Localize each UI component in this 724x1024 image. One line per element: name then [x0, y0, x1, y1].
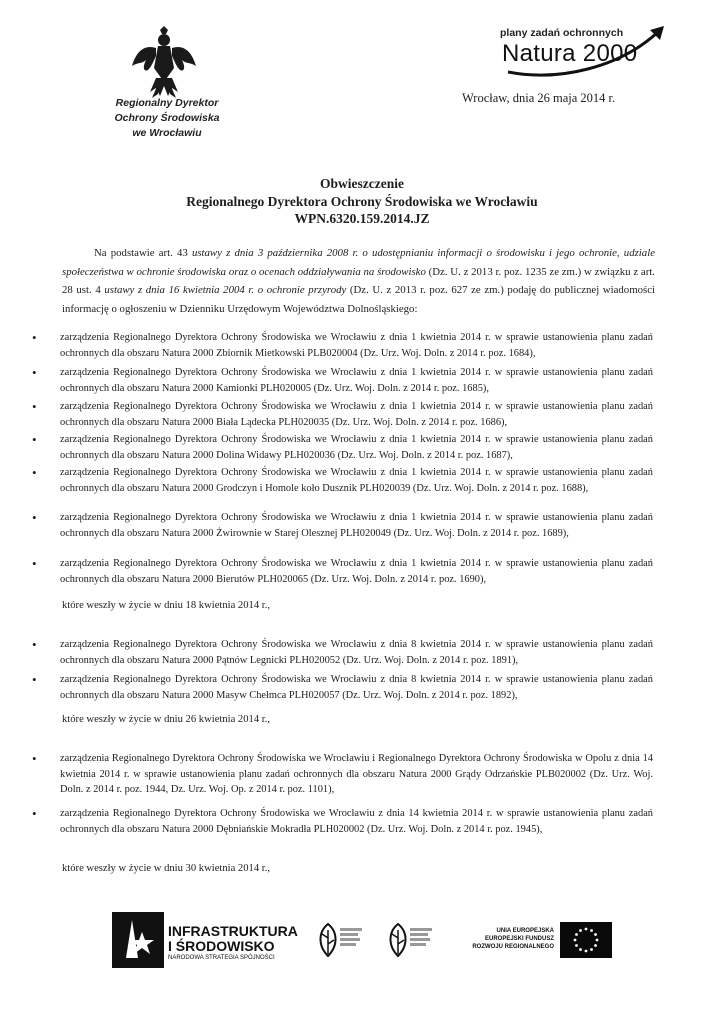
intro-paragraph — [62, 244, 655, 318]
eu-star-icon — [575, 944, 578, 947]
intro-text-3: (Dz. U. z 2013 r. poz. 627 ze zm.) podaję do publicznej wiadomości informację o ogłoszeniu w Dzienniku Urzędowym Województwa Dolnośląskiego: — [62, 284, 655, 315]
list-item: • zarządzenia Regionalnego Dyrektora Ochrony Środowiska we Wrocławiu z dnia 1 kwietnia 2014 r. w sprawie ustanowienia planu zadań ochronnych dla obszaru Natura 2000 Zbiornik Mietkowski PLB020004 (Dz. Urz. Woj. Doln. z 2014 r. poz. 1684), — [60, 330, 653, 361]
program-name — [168, 924, 298, 963]
gdos-leaf-logo-icon — [316, 922, 340, 958]
issuer-line-2: Ochrony Środowiska — [114, 112, 220, 124]
document-title: Obwieszczenie — [320, 176, 404, 191]
polish-eagle-icon — [130, 26, 198, 100]
rdos-logo-caption — [410, 926, 440, 954]
eu-star-icon — [575, 933, 578, 936]
entry-into-force-1: które weszły w życie w dniu 18 kwietnia 2014 r., — [62, 600, 271, 611]
brand-name: Natura 2000 — [502, 40, 638, 67]
eu-star-icon — [585, 950, 588, 953]
eu-star-icon — [574, 939, 577, 942]
eu-star-icon — [596, 939, 599, 942]
case-number: WPN.6320.159.2014.JZ — [294, 211, 430, 226]
intro-act-1: ustawy z dnia 3 października 2008 r. o udostępnianiu informacji o środowisku i jego ochronie, udziale społeczeństwa w ochronie środowiska oraz o ocenach oddziaływania na środowisko — [62, 247, 655, 278]
list-item: • zarządzenia Regionalnego Dyrektora Ochrony Środowiska we Wrocławiu z dnia 8 kwietnia 2014 r. w sprawie ustanowienia planu zadań ochronnych dla obszaru Natura 2000 Masyw Chełmca PLH020057 (Dz. Urz. Woj. Doln. z 2014 r. poz. 1892), — [60, 672, 653, 703]
eu-star-icon — [585, 928, 588, 931]
eu-star-icon — [590, 929, 593, 932]
list-item: • zarządzenia Regionalnego Dyrektora Ochrony Środowiska we Wrocławiu z dnia 1 kwietnia 2014 r. w sprawie ustanowienia planu zadań ochronnych dla obszaru Natura 2000 Biała Lądecka PLH020035 (Dz. Urz. Woj. Doln. z 2014 r. poz. 1686), — [60, 399, 653, 430]
entry-into-force-2: które weszły w życie w dniu 26 kwietnia 2014 r., — [62, 714, 271, 725]
eu-fund-text — [466, 927, 554, 951]
program-subtitle: NARODOWA STRATEGIA SPÓJNOŚCI — [168, 955, 275, 961]
list-item: • zarządzenia Regionalnego Dyrektora Ochrony Środowiska we Wrocławiu z dnia 14 kwietnia 2014 r. w sprawie ustanowienia planu zadań ochronnych dla obszaru Natura 2000 Dębniańskie Mokradła PLH020002 (Dz. Urz. Woj. Doln. z 2014 r. poz. 1945), — [60, 806, 653, 837]
swoosh-arrow-icon — [500, 22, 670, 77]
eu-line-1: UNIA EUROPEJSKA — [496, 928, 554, 934]
eu-star-icon — [590, 948, 593, 951]
list-item: • zarządzenia Regionalnego Dyrektora Ochrony Środowiska we Wrocławiu z dnia 1 kwietnia 2014 r. w sprawie ustanowienia planu zadań ochronnych dla obszaru Natura 2000 Kamionki PLH020005 (Dz. Urz. Woj. Doln. z 2014 r. poz. 1685), — [60, 365, 653, 396]
list-item: • zarządzenia Regionalnego Dyrektora Ochrony Środowiska we Wrocławiu z dnia 1 kwietnia 2014 r. w sprawie ustanowienia planu zadań ochronnych dla obszaru Natura 2000 Dolina Widawy PLH020036 (Dz. Urz. Woj. Doln. z 2014 r. poz. 1687), — [60, 432, 653, 463]
eu-star-icon — [579, 948, 582, 951]
list-item: • zarządzenia Regionalnego Dyrektora Ochrony Środowiska we Wrocławiu z dnia 1 kwietnia 2014 r. w sprawie ustanowienia planu zadań ochronnych dla obszaru Natura 2000 Żwirownie w Starej Olesznej PLH020049 (Dz. Urz. Woj. Doln. z 2014 r. poz. 1689), — [60, 510, 653, 541]
rdos-leaf-logo-icon — [386, 922, 410, 958]
entry-into-force-3: które weszły w życie w dniu 30 kwietnia 2014 r., — [62, 863, 271, 874]
issuer-line-3: we Wrocławiu — [132, 127, 202, 139]
intro-text-2: (Dz. U. z 2013 r. poz. 1235 ze zm.) w związku z art. 28 ust. 4 — [62, 265, 655, 296]
brand-tagline: plany zadań ochronnych — [500, 27, 624, 39]
eu-line-2: EUROPEJSKI FUNDUSZ — [484, 936, 554, 942]
infrastructure-logo-icon — [112, 912, 164, 968]
list-item: • zarządzenia Regionalnego Dyrektora Ochrony Środowiska we Wrocławiu z dnia 1 kwietnia 2014 r. w sprawie ustanowienia planu zadań ochronnych dla obszaru Natura 2000 Bierutów PLH020065 (Dz. Urz. Woj. Doln. z 2014 r. poz. 1690), — [60, 556, 653, 587]
program-line-2: I ŚRODOWISKO — [168, 938, 275, 954]
program-line-1: INFRASTRUKTURA — [168, 923, 298, 939]
intro-text-1: Na podstawie art. 43 — [94, 247, 192, 259]
eu-star-icon — [594, 933, 597, 936]
eu-flag-icon — [560, 922, 612, 958]
document-subtitle: Regionalnego Dyrektora Ochrony Środowiska we Wrocławiu — [186, 194, 538, 209]
list-item: • zarządzenia Regionalnego Dyrektora Ochrony Środowiska we Wrocławiu z dnia 8 kwietnia 2014 r. w sprawie ustanowienia planu zadań ochronnych dla obszaru Natura 2000 Pątnów Legnicki PLH020052 (Dz. Urz. Woj. Doln. z 2014 r. poz. 1891), — [60, 637, 653, 668]
list-item: • zarządzenia Regionalnego Dyrektora Ochrony Środowiska we Wrocławiu i Regionalnego Dyrektora Ochrony Środowiska w Opolu z dnia 14 kwietnia 2014 r. w sprawie ustanowienia planu zadań ochronnych dla obszaru Natura 2000 Grądy Odrzańskie PLB020002 (Dz. Urz. Woj. Doln. z 2014 r. poz. 1944, Dz. Urz. Woj. Op. z 2014 r. poz. 1101), — [60, 751, 653, 798]
eu-line-3: ROZWOJU REGIONALNEGO — [472, 944, 554, 950]
issuer-line-1: Regionalny Dyrektor — [115, 97, 219, 109]
intro-act-2: ustawy z dnia 16 kwietnia 2004 r. o ochronie przyrody — [104, 284, 347, 296]
list-item: • zarządzenia Regionalnego Dyrektora Ochrony Środowiska we Wrocławiu z dnia 1 kwietnia 2014 r. w sprawie ustanowienia planu zadań ochronnych dla obszaru Natura 2000 Grodczyn i Homole koło Dusznik PLH020039 (Dz. Urz. Woj. Doln. z 2014 r. poz. 1688), — [60, 465, 653, 496]
gdos-logo-caption — [340, 926, 370, 954]
document-date: Wrocław, dnia 26 maja 2014 r. — [462, 91, 616, 105]
eu-star-icon — [594, 944, 597, 947]
eu-star-icon — [579, 929, 582, 932]
